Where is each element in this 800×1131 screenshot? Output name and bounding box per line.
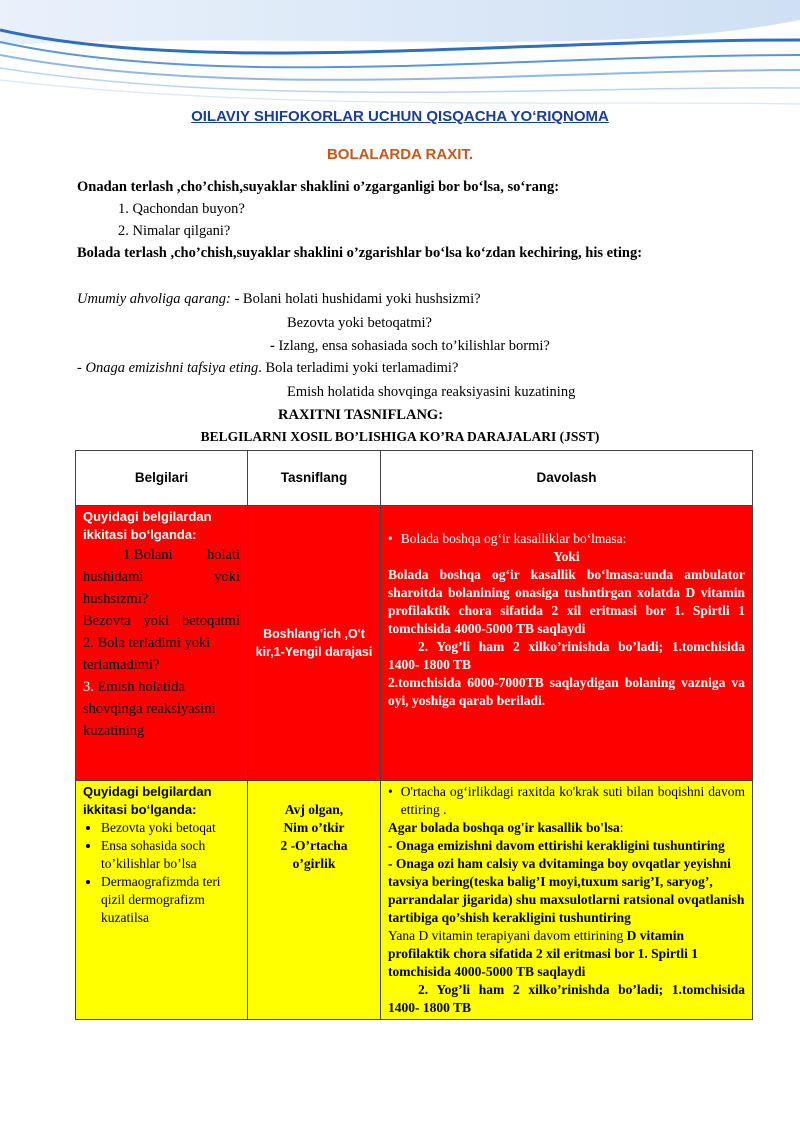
header-treatment: Davolash xyxy=(381,451,753,506)
look-line-2: Bezovta yoki betoqatmi? xyxy=(287,315,432,331)
moderate-if-colon: : xyxy=(619,820,624,835)
look3-dash: - xyxy=(270,338,275,354)
moderate-treatment-l1: - Onaga emizishni davom ettirishi kerakligini tushuntiring xyxy=(388,838,725,853)
look-label: Umumiy ahvoliga qarang: xyxy=(77,291,231,307)
look-line xyxy=(77,288,757,310)
list-item: • Bezovta yoki betoqat xyxy=(101,819,240,837)
moderate-treatment-if xyxy=(388,819,745,837)
mild-sign-3-num: 3. xyxy=(83,679,94,695)
classification-table-wrap xyxy=(75,450,752,1020)
page-title: OILAVIY SHIFOKORLAR UCHUN QISQACHA YO‘RIQNOMA xyxy=(191,108,609,125)
moderate-l3-bold: D vitamin profilaktik chora sifatida 2 xil eritmasi bor 1. Spirtli 1 tomchisida 4000-5000 TB saqlaydi xyxy=(388,928,699,979)
mild-treatment-p3: 2.tomchisida 6000-7000TB saqlaydigan bolaning vazniga va oyi, yoshiga qarab beriladi. xyxy=(388,675,745,708)
classify-subheading: BELGILARNI XOSIL BO’LISHIGA KO’RA DARAJALARI (JSST) xyxy=(200,429,600,444)
look-text: - Bolani holati hushidami yoki hushsizmi? xyxy=(230,291,481,307)
moderate-treatment-l3 xyxy=(388,927,745,981)
moderate-class-l4: o’girlik xyxy=(292,856,336,871)
moderate-class-l3: 2 -O’rtacha xyxy=(280,838,348,853)
moderate-class-l2: Nim o’tkir xyxy=(283,820,345,835)
moderate-class-l1: Avj olgan, xyxy=(284,802,344,817)
classify-heading: RAXITNI TASNIFLANG: xyxy=(278,407,444,423)
list-item: • Ensa sohasida soch to’kilishlar bo’lsa xyxy=(101,837,240,873)
list-item: • Dermaografizmda teri qizil dermografizm kuzatilsa xyxy=(101,873,240,927)
mild-signs-label: Quyidagi belgilardan ikkitasi bo‘lganda: xyxy=(83,509,212,542)
table-row-mild xyxy=(76,506,753,781)
intro-line1: Onadan terlash ,cho’chish,suyaklar shaklini o’zgarganligi bor bo‘lsa, so‘rang: xyxy=(77,179,560,195)
feed-line xyxy=(77,357,757,379)
mild-treatment-or: Yoki xyxy=(553,549,580,564)
mild-signs-cell xyxy=(76,506,248,781)
mild-sign-3 xyxy=(83,676,240,742)
bullet-icon: • xyxy=(388,531,393,546)
classification-table xyxy=(75,450,753,1020)
moderate-if-text: Agar bolada boshqa og'ir kasallik bo'lsa xyxy=(388,820,620,835)
moderate-classification xyxy=(248,781,381,1020)
look3-text: Izlang, ensa sohasiada soch to’kilishlar bormi? xyxy=(274,338,550,354)
feed-label: Onaga emizishni tafsiya eting xyxy=(85,360,259,376)
feed-text: . Bola terladimi yoki terlamadimi? xyxy=(258,360,459,376)
header-classify: Tasniflang xyxy=(248,451,381,506)
feed-dash: - xyxy=(77,360,86,376)
look-line-3 xyxy=(270,335,550,357)
intro-line2: Bolada terlash ,cho’chish,suyaklar shaklini o’zgarishlar bo‘lsa ko‘zdan kechiring, his eting: xyxy=(77,245,643,261)
moderate-signs-label: Quyidagi belgilardan ikkitasi bo‘lganda: xyxy=(83,784,212,817)
mild-treatment-cell xyxy=(381,506,753,781)
feed-line-2: Emish holatida shovqinga reaksiyasini kuzatining xyxy=(287,384,576,400)
mild-sign-2: 2. Bola terladimi yoki terlamadimi? xyxy=(83,635,211,673)
question-1: 1. Qachondan buyon? xyxy=(118,201,245,217)
mild-treatment-p2: 2. Yog’li ham 2 xilko’rinishda bo’ladi; 1.tomchisida 1400- 1800 TB xyxy=(388,639,745,672)
question-2: 2. Nimalar qilgani? xyxy=(118,223,231,239)
mild-sign-1b: Bezovta yoki betoqatmi xyxy=(83,613,240,629)
bullet-icon: • xyxy=(388,784,393,799)
page-subtitle: BOLALARDA RAXIT. xyxy=(326,146,474,163)
moderate-signs-list xyxy=(83,819,240,927)
moderate-signs-cell xyxy=(76,781,248,1020)
table-header-row xyxy=(76,451,753,506)
moderate-treatment-bullet xyxy=(388,783,745,819)
moderate-treatment-bullet-text: O'rtacha og‘irlikdagi raxitda ko'krak suti bilan boqishni davom ettiring . xyxy=(400,784,745,817)
moderate-treatment-cell xyxy=(381,781,753,1020)
mild-treatment-main: Bolada boshqa og‘ir kasallik bo‘lmasa:unda ambulator sharoitda bolanining onasiga tushntirgan xolatda D vitamin profilaktik chora sifatida 2 xil eritmasi bor 1. Spirtli 1 tomchisida 4000-5000 TB saqlaydi xyxy=(388,567,745,636)
mild-treatment-bullet-text: Bolada boshqa og‘ir kasalliklar bo‘lmasa: xyxy=(400,531,627,546)
header-banner xyxy=(0,0,800,110)
table-row-moderate xyxy=(76,781,753,1020)
mild-sign-1: 1.Bolani holati hushidami yoki hushsizmi? xyxy=(83,547,240,607)
mild-classification: Boshlang'ich ,O't kir,1-Yengil darajasi xyxy=(248,506,381,781)
header-signs: Belgilari xyxy=(76,451,248,506)
mild-treatment-bullet xyxy=(388,530,745,548)
moderate-l3-plain: Yana D vitamin terapiyani davom ettirining xyxy=(388,928,627,943)
mild-sign-3-text: Emish holatida shovqinga reaksiyasini kuzatining xyxy=(83,679,216,739)
moderate-treatment-l2: - Onaga ozi ham calsiy va dvitaminga boy ovqatlar yeyishni tavsiya bering(teska balig’I moyi,tuxum sarig’I, saryog’, parrandalar jigarida) shu maxsulotlarni ratsional ovqatlanish tartibiga qo’shish kerakligini tushuntiring xyxy=(388,856,745,925)
moderate-treatment-l4: 2. Yog’li ham 2 xilko’rinishda bo’ladi; 1.tomchisida 1400- 1800 TB xyxy=(388,982,745,1015)
